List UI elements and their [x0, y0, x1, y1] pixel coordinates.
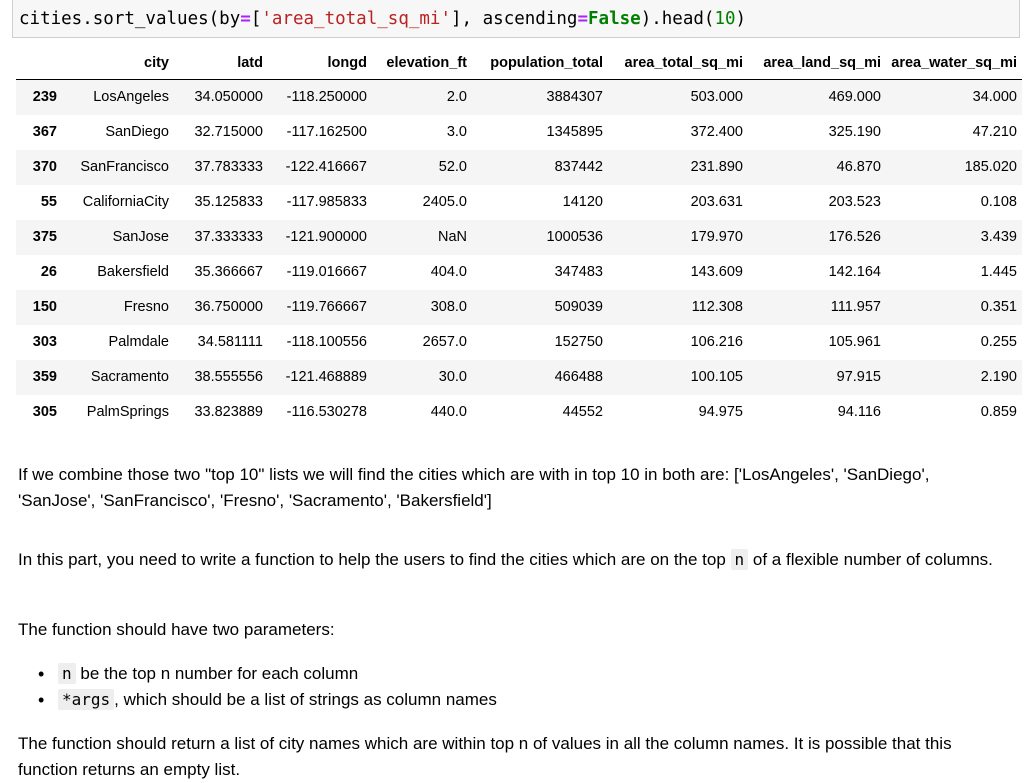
cell-area-water-sq-mi: 2.190 [980, 369, 1017, 385]
cell-latd: 38.555556 [194, 369, 263, 385]
cell-latd: 34.050000 [194, 89, 263, 106]
cell-area-total-sq-mi: 94.975 [698, 404, 743, 420]
table-row [16, 290, 1022, 325]
list-item [40, 661, 1008, 687]
cell-city: Sacramento [90, 369, 169, 385]
table-row [16, 150, 1022, 185]
cell-area-total-sq-mi: 372.400 [690, 124, 743, 140]
task-description-text [18, 547, 1008, 573]
cell-city: PalmSprings [86, 404, 169, 420]
parameters-intro-text: The function should have two parameters: [18, 620, 335, 639]
cell-longd: -118.100556 [286, 334, 367, 350]
cell-city: Fresno [123, 299, 169, 315]
table-row [16, 255, 1022, 290]
code-keyword-false: False [588, 9, 641, 29]
cell-elevation-ft: 2657.0 [422, 334, 467, 350]
cell-latd: 32.715000 [194, 124, 263, 140]
cell-area-total-sq-mi: 100.105 [690, 369, 743, 385]
dataframe-table [16, 46, 1022, 430]
cell-area-total-sq-mi: 503.000 [690, 89, 743, 106]
cell-area-total-sq-mi: 143.609 [690, 264, 743, 280]
cell-longd: -121.900000 [285, 229, 367, 245]
column-header-city: city [62, 46, 174, 80]
cell-longd: -116.530278 [286, 404, 367, 420]
cell-population-total: 3884307 [546, 89, 603, 106]
cell-longd: -119.016667 [286, 264, 367, 280]
cell-elevation-ft: 2405.0 [422, 194, 467, 210]
cell-population-total: 347483 [554, 264, 603, 280]
table-row [16, 115, 1022, 150]
cell-elevation-ft: NaN [437, 229, 467, 245]
cell-latd: 34.581111 [197, 334, 263, 350]
cell-city: Bakersfield [97, 264, 169, 280]
cell-latd: 37.333333 [194, 229, 263, 245]
cell-population-total: 152750 [554, 334, 603, 350]
cell-latd: 37.783333 [194, 159, 263, 175]
cell-population-total: 44552 [562, 404, 603, 420]
row-index: 150 [32, 299, 57, 315]
row-index: 239 [32, 89, 57, 106]
cell-area-land-sq-mi: 46.870 [836, 159, 881, 175]
column-header-longd: longd [268, 46, 372, 80]
cell-latd: 36.750000 [194, 299, 263, 315]
cell-longd: -119.766667 [286, 299, 367, 315]
cell-population-total: 14120 [562, 194, 603, 210]
markdown-paragraph-2 [18, 547, 1008, 573]
cell-area-land-sq-mi: 105.961 [828, 334, 881, 350]
cell-area-land-sq-mi: 94.116 [837, 404, 881, 420]
cell-elevation-ft: 52.0 [438, 159, 467, 175]
table-row [16, 80, 1022, 115]
cell-latd: 33.823889 [194, 404, 263, 420]
cell-area-water-sq-mi: 0.255 [980, 334, 1017, 350]
markdown-paragraph-4 [18, 731, 1008, 783]
row-index: 303 [32, 334, 57, 350]
cell-area-water-sq-mi: 1.445 [980, 264, 1017, 280]
code-suffix: ) [735, 9, 747, 29]
code-string-arg: 'area_total_sq_mi' [261, 9, 452, 29]
cell-area-total-sq-mi: 203.631 [690, 194, 743, 210]
cell-city: SanDiego [105, 124, 169, 140]
cell-area-land-sq-mi: 325.190 [828, 124, 881, 140]
list-item [40, 687, 1008, 713]
table-row [16, 360, 1022, 395]
inline-code-n: n [731, 549, 749, 570]
cell-area-water-sq-mi: 0.108 [980, 194, 1017, 210]
code-cell[interactable] [12, 0, 1020, 38]
cell-area-land-sq-mi: 176.526 [828, 229, 881, 245]
cell-area-total-sq-mi: 231.890 [690, 159, 743, 175]
cell-longd: -121.468889 [285, 369, 367, 385]
column-header-elevation-ft: elevation_ft [372, 46, 472, 80]
table-row [16, 220, 1022, 255]
cell-area-water-sq-mi: 34.000 [972, 89, 1017, 106]
markdown-paragraph-3 [18, 617, 1008, 643]
cell-elevation-ft: 404.0 [430, 264, 467, 280]
row-index: 370 [32, 159, 57, 175]
return-description-text: The function should return a list of city names which are within top n of values in all the column names. It is possible that this function returns an empty list. [18, 734, 952, 779]
cell-population-total: 1000536 [546, 229, 603, 245]
row-index: 305 [32, 404, 57, 420]
task-text-after: of a flexible number of columns. [748, 550, 993, 569]
code-prefix: cities.sort_values(by [19, 9, 241, 29]
table-row [16, 185, 1022, 220]
cell-population-total: 1345895 [546, 124, 603, 140]
cell-population-total: 466488 [554, 369, 603, 385]
bullet1-text: be the top n number for each column [75, 664, 359, 683]
table-header [16, 46, 1022, 80]
column-header-area-land-sq-mi: area_land_sq_mi [748, 46, 886, 80]
cell-longd: -118.250000 [286, 89, 367, 106]
cell-area-land-sq-mi: 203.523 [828, 194, 881, 210]
cell-elevation-ft: 30.0 [438, 369, 467, 385]
code-bracket-close: ], ascending [451, 9, 578, 29]
cell-population-total: 509039 [554, 299, 603, 315]
cell-population-total: 837442 [554, 159, 603, 175]
cell-latd: 35.366667 [194, 264, 263, 280]
inline-code-n-param: n [58, 663, 76, 684]
cell-elevation-ft: 440.0 [430, 404, 467, 420]
cell-area-water-sq-mi: 47.210 [972, 124, 1017, 140]
row-index: 55 [40, 194, 57, 210]
column-header-area-water-sq-mi: area_water_sq_mi [886, 46, 1022, 80]
parameter-list [18, 661, 1008, 713]
cell-area-water-sq-mi: 0.859 [980, 404, 1017, 420]
combined-cities-text: If we combine those two "top 10" lists we will find the cities which are with in top 10 in both are: ['LosAngeles', 'SanDiego', 'SanJose', 'SanFrancisco', 'Fresno', 'Sacramento', 'Bakersfield'] [18, 465, 930, 510]
task-text-before: In this part, you need to write a function to help the users to find the cities which are on the top [18, 550, 731, 569]
cell-area-water-sq-mi: 3.439 [980, 229, 1017, 245]
bullet2-text: , which should be a list of strings as column names [114, 690, 497, 709]
cell-area-water-sq-mi: 185.020 [964, 159, 1017, 175]
cell-area-total-sq-mi: 179.970 [690, 229, 743, 245]
markdown-bullet-list [18, 661, 1008, 713]
markdown-paragraph-1 [18, 462, 1008, 514]
cell-elevation-ft: 308.0 [430, 299, 467, 315]
cell-city: SanFrancisco [80, 159, 169, 175]
row-index: 359 [32, 369, 57, 385]
cell-longd: -117.162500 [286, 124, 367, 140]
table-header-row [16, 46, 1022, 80]
column-header-area-total-sq-mi: area_total_sq_mi [608, 46, 748, 80]
column-header-population-total: population_total [472, 46, 608, 80]
table-body [16, 80, 1022, 430]
table-row [16, 325, 1022, 360]
cell-longd: -117.985833 [286, 194, 367, 210]
cell-area-land-sq-mi: 97.915 [836, 369, 881, 385]
cell-area-water-sq-mi: 0.351 [980, 299, 1017, 315]
row-index: 375 [32, 229, 57, 245]
cell-city: SanJose [112, 229, 169, 245]
cell-city: CaliforniaCity [82, 194, 169, 210]
row-index: 26 [40, 264, 57, 280]
cell-area-land-sq-mi: 142.164 [828, 264, 881, 280]
cell-latd: 35.125833 [194, 194, 263, 210]
table-row [16, 395, 1022, 430]
cell-area-total-sq-mi: 112.308 [691, 299, 743, 315]
cell-area-land-sq-mi: 111.957 [830, 299, 881, 315]
column-header-latd: latd [174, 46, 268, 80]
cell-city: LosAngeles [93, 89, 169, 106]
code-equals-1: = [240, 9, 251, 29]
cell-longd: -122.416667 [285, 159, 367, 175]
cell-elevation-ft: 3.0 [446, 124, 467, 140]
code-equals-2: = [577, 9, 588, 29]
cell-city: Palmdale [108, 334, 169, 350]
code-number: 10 [714, 9, 736, 29]
cell-elevation-ft: 2.0 [446, 89, 467, 106]
code-mid: ).head( [640, 9, 715, 29]
index-header [16, 46, 62, 80]
cell-area-land-sq-mi: 469.000 [828, 89, 881, 106]
cell-area-total-sq-mi: 106.216 [690, 334, 743, 350]
code-bracket-open: [ [250, 9, 262, 29]
row-index: 367 [32, 124, 57, 140]
inline-code-args-param: *args [58, 689, 114, 710]
